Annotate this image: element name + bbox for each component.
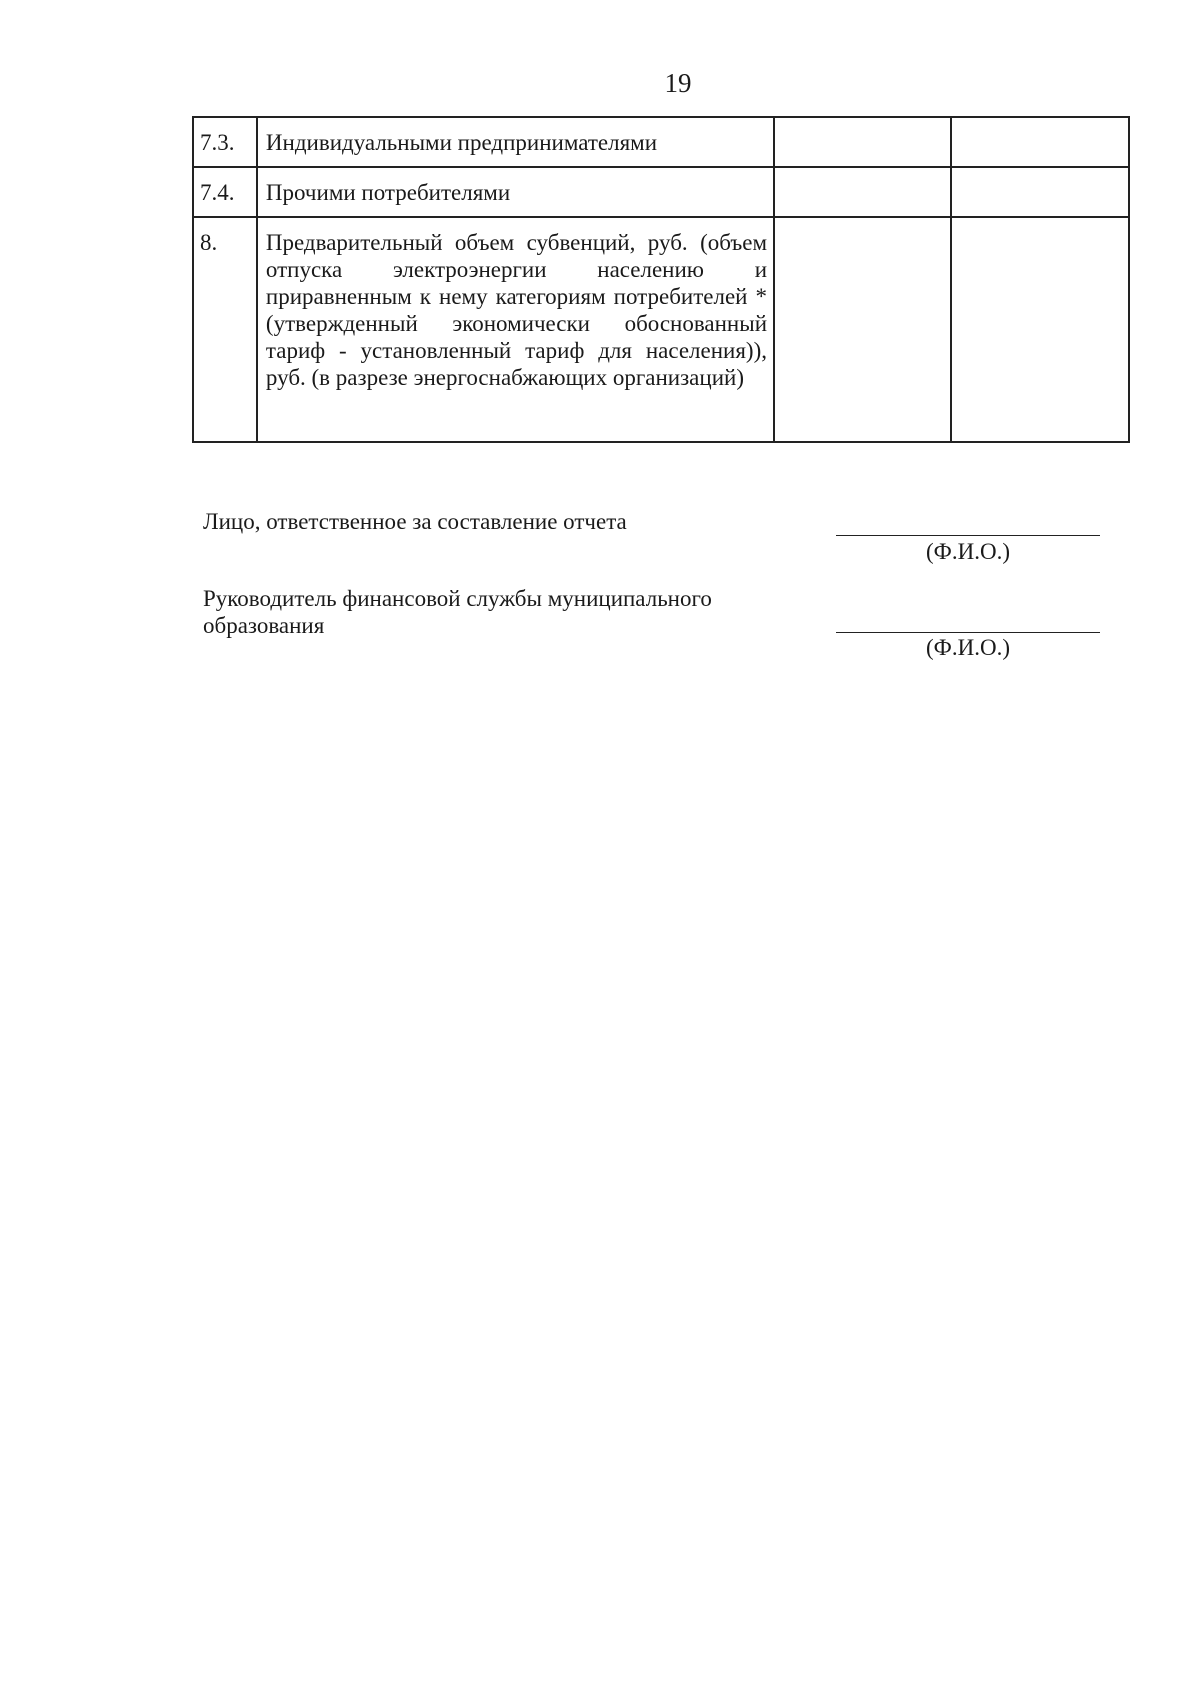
signature-line <box>836 632 1100 633</box>
table-row <box>193 117 1129 167</box>
value-cell <box>951 117 1129 167</box>
row-label: Прочими потребителями <box>257 167 774 217</box>
signature-caption: (Ф.И.О.) <box>926 539 1010 564</box>
row-number: 7.3. <box>193 117 257 167</box>
page-number: 19 <box>664 68 692 98</box>
table-row <box>193 217 1129 442</box>
signature-line <box>836 535 1100 536</box>
signature-label: Лицо, ответственное за составление отчета <box>203 509 627 534</box>
table-row <box>193 167 1129 217</box>
row-label: Индивидуальными предпринимателями <box>257 117 774 167</box>
signature-label: Руководитель финансовой службы муниципального образования <box>203 586 712 638</box>
value-cell <box>951 167 1129 217</box>
value-cell <box>774 167 951 217</box>
report-table <box>192 116 1130 443</box>
value-cell <box>774 117 951 167</box>
signature-caption: (Ф.И.О.) <box>926 635 1010 660</box>
row-label: Предварительный объем субвенций, руб. (объем отпуска электроэнергии населению и приравненным к нему категориям потребителей * (утвержденный экономически обоснованный тариф - установленный тариф для населения)), руб. (в разрезе энергоснабжающих организаций) <box>257 217 774 442</box>
value-cell <box>951 217 1129 442</box>
value-cell <box>774 217 951 442</box>
row-number: 7.4. <box>193 167 257 217</box>
row-number: 8. <box>193 217 257 442</box>
